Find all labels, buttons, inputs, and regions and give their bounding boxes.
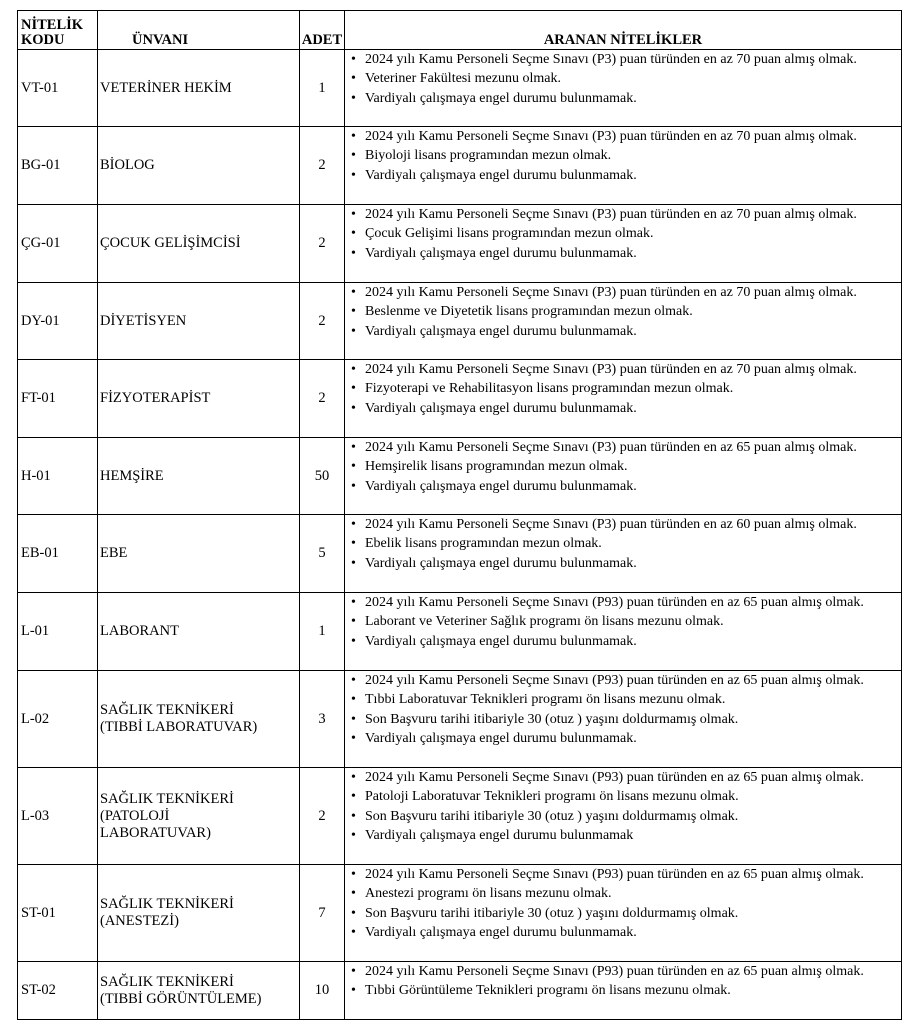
position-title (98, 865, 300, 962)
position-title-line: SAĞLIK TEKNİKERİ (100, 702, 234, 718)
qualifications-table (17, 10, 902, 1020)
position-title-line: SAĞLIK TEKNİKERİ (100, 896, 234, 912)
position-count: 1 (300, 50, 345, 127)
table-row (18, 962, 902, 1020)
table-row (18, 50, 902, 127)
requirement-item: • Tıbbi Laboratuvar Teknikleri programı ön lisans mezunu olmak. (365, 690, 901, 709)
requirement-item: • Hemşirelik lisans programından mezun olmak. (365, 457, 901, 476)
requirement-item: • Biyoloji lisans programından mezun olmak. (365, 146, 901, 165)
qualification-code: BG-01 (18, 127, 98, 205)
qualification-code: FT-01 (18, 360, 98, 438)
requirements-cell (345, 283, 902, 360)
requirements-list (345, 671, 901, 749)
requirement-item: • Vardiyalı çalışmaya engel durumu bulunmamak. (365, 166, 901, 185)
requirements-cell (345, 768, 902, 865)
requirement-item: • 2024 yılı Kamu Personeli Seçme Sınavı (P3) puan türünden en az 65 puan almış olmak. (365, 438, 901, 457)
requirement-item: • Çocuk Gelişimi lisans programından mezun olmak. (365, 224, 901, 243)
position-title (98, 962, 300, 1020)
requirement-item: • 2024 yılı Kamu Personeli Seçme Sınavı (P93) puan türünden en az 65 puan almış olmak. (365, 671, 901, 690)
header-requirements: ARANAN NİTELİKLER (345, 11, 902, 50)
requirements-list (345, 50, 901, 108)
table-row (18, 515, 902, 593)
position-title-line: LABORANT (100, 623, 179, 639)
requirements-list (345, 438, 901, 496)
requirement-item: • 2024 yılı Kamu Personeli Seçme Sınavı (P3) puan türünden en az 70 puan almış olmak. (365, 205, 901, 224)
position-count: 1 (300, 593, 345, 671)
header-code (18, 11, 98, 50)
table-row (18, 205, 902, 283)
position-title-line: EBE (100, 545, 128, 561)
position-title (98, 50, 300, 127)
position-title-line: ÇOCUK GELİŞİMCİSİ (100, 235, 241, 251)
position-title-line: SAĞLIK TEKNİKERİ (100, 790, 234, 807)
requirements-cell (345, 50, 902, 127)
position-title (98, 768, 300, 865)
requirements-list (345, 515, 901, 573)
requirement-item: • Vardiyalı çalışmaya engel durumu bulunmamak. (365, 322, 901, 341)
requirement-item: • Tıbbi Görüntüleme Teknikleri programı ön lisans mezunu olmak. (365, 981, 901, 1000)
requirement-item: • Anestezi programı ön lisans mezunu olmak. (365, 884, 901, 903)
requirements-cell (345, 671, 902, 768)
qualification-code: DY-01 (18, 283, 98, 360)
position-title (98, 127, 300, 205)
requirement-item: • 2024 yılı Kamu Personeli Seçme Sınavı (P93) puan türünden en az 65 puan almış olmak. (365, 962, 901, 981)
requirements-list (345, 360, 901, 418)
requirement-item: • Laborant ve Veteriner Sağlık programı ön lisans mezunu olmak. (365, 612, 901, 631)
requirement-item: • 2024 yılı Kamu Personeli Seçme Sınavı (P93) puan türünden en az 65 puan almış olmak. (365, 768, 901, 787)
position-title-line: VETERİNER HEKİM (100, 79, 232, 96)
requirement-item: • 2024 yılı Kamu Personeli Seçme Sınavı (P3) puan türünden en az 70 puan almış olmak. (365, 127, 901, 146)
position-count: 2 (300, 205, 345, 283)
requirements-list (345, 865, 901, 943)
qualification-code: EB-01 (18, 515, 98, 593)
qualification-code: ST-01 (18, 865, 98, 962)
requirement-item: • Ebelik lisans programından mezun olmak. (365, 534, 901, 553)
requirements-cell (345, 205, 902, 283)
position-title (98, 283, 300, 360)
requirements-cell (345, 515, 902, 593)
position-title-line: (TIBBİ LABORATUVAR) (100, 719, 258, 735)
requirement-item: • Patoloji Laboratuvar Teknikleri programı ön lisans mezunu olmak. (365, 787, 901, 806)
position-title-line: DİYETİSYEN (100, 312, 187, 329)
header-row (18, 11, 902, 50)
requirements-cell (345, 438, 902, 515)
requirement-item: • Beslenme ve Diyetetik lisans programından mezun olmak. (365, 302, 901, 321)
requirements-list (345, 593, 901, 651)
position-count: 50 (300, 438, 345, 515)
requirement-item: • Vardiyalı çalışmaya engel durumu bulunmamak. (365, 632, 901, 651)
requirement-item: • Vardiyalı çalışmaya engel durumu bulunmamak (365, 826, 901, 845)
position-title-line: (PATOLOJİ (100, 807, 170, 824)
position-title-line: LABORATUVAR) (100, 824, 211, 841)
qualification-code: L-01 (18, 593, 98, 671)
requirement-item: • Son Başvuru tarihi itibariyle 30 (otuz ) yaşını doldurmamış olmak. (365, 807, 901, 826)
position-title (98, 438, 300, 515)
header-code-line1: NİTELİK (21, 17, 84, 33)
position-title (98, 671, 300, 768)
requirement-item: • Son Başvuru tarihi itibariyle 30 (otuz ) yaşını doldurmamış olmak. (365, 710, 901, 729)
table-row (18, 127, 902, 205)
position-count: 2 (300, 360, 345, 438)
requirement-item: • Vardiyalı çalışmaya engel durumu bulunmamak. (365, 477, 901, 496)
position-count: 5 (300, 515, 345, 593)
requirement-item: • 2024 yılı Kamu Personeli Seçme Sınavı (P3) puan türünden en az 70 puan almış olmak. (365, 283, 901, 302)
requirements-cell (345, 962, 902, 1020)
position-count: 2 (300, 127, 345, 205)
position-count: 10 (300, 962, 345, 1020)
requirements-cell (345, 360, 902, 438)
requirements-list (345, 283, 901, 341)
position-title-line: SAĞLIK TEKNİKERİ (100, 973, 234, 990)
requirement-item: • Vardiyalı çalışmaya engel durumu bulunmamak. (365, 554, 901, 573)
requirement-item: • Fizyoterapi ve Rehabilitasyon lisans programından mezun olmak. (365, 379, 901, 398)
qualification-code: ÇG-01 (18, 205, 98, 283)
qualification-code: L-03 (18, 768, 98, 865)
position-title-line: BİOLOG (100, 157, 155, 173)
requirement-item: • Vardiyalı çalışmaya engel durumu bulunmamak. (365, 244, 901, 263)
header-count: ADET (300, 11, 345, 50)
table-body (18, 50, 902, 1020)
qualification-code: L-02 (18, 671, 98, 768)
position-title-line: (TIBBİ GÖRÜNTÜLEME) (100, 990, 262, 1007)
requirements-list (345, 768, 901, 846)
requirements-list (345, 205, 901, 263)
requirements-list (345, 127, 901, 185)
position-count: 2 (300, 283, 345, 360)
position-title (98, 205, 300, 283)
requirement-item: • Veteriner Fakültesi mezunu olmak. (365, 69, 901, 88)
position-title (98, 593, 300, 671)
requirements-cell (345, 127, 902, 205)
requirement-item: • 2024 yılı Kamu Personeli Seçme Sınavı (P3) puan türünden en az 70 puan almış olmak. (365, 50, 901, 69)
position-title-line: HEMŞİRE (100, 467, 164, 484)
requirement-item: • Vardiyalı çalışmaya engel durumu bulunmamak. (365, 923, 901, 942)
position-count: 3 (300, 671, 345, 768)
table-row (18, 438, 902, 515)
requirement-item: • 2024 yılı Kamu Personeli Seçme Sınavı (P3) puan türünden en az 70 puan almış olmak. (365, 360, 901, 379)
position-title (98, 360, 300, 438)
requirements-cell (345, 865, 902, 962)
position-count: 2 (300, 768, 345, 865)
position-title (98, 515, 300, 593)
table-row (18, 768, 902, 865)
table-row (18, 671, 902, 768)
requirements-list (345, 962, 901, 1001)
requirement-item: • 2024 yılı Kamu Personeli Seçme Sınavı (P3) puan türünden en az 60 puan almış olmak. (365, 515, 901, 534)
requirement-item: • Vardiyalı çalışmaya engel durumu bulunmamak. (365, 399, 901, 418)
requirements-cell (345, 593, 902, 671)
header-code-line2: KODU (21, 32, 65, 48)
requirement-item: • 2024 yılı Kamu Personeli Seçme Sınavı (P93) puan türünden en az 65 puan almış olmak. (365, 865, 901, 884)
qualification-code: ST-02 (18, 962, 98, 1020)
requirement-item: • Vardiyalı çalışmaya engel durumu bulunmamak. (365, 89, 901, 108)
position-title-line: FİZYOTERAPİST (100, 390, 211, 406)
table-row (18, 865, 902, 962)
requirement-item: • 2024 yılı Kamu Personeli Seçme Sınavı (P93) puan türünden en az 65 puan almış olmak. (365, 593, 901, 612)
table-row (18, 283, 902, 360)
qualification-code: VT-01 (18, 50, 98, 127)
table-row (18, 593, 902, 671)
position-title-line: (ANESTEZİ) (100, 913, 179, 929)
requirement-item: • Son Başvuru tarihi itibariyle 30 (otuz ) yaşını doldurmamış olmak. (365, 904, 901, 923)
qualification-code: H-01 (18, 438, 98, 515)
requirement-item: • Vardiyalı çalışmaya engel durumu bulunmamak. (365, 729, 901, 748)
position-count: 7 (300, 865, 345, 962)
header-title: ÜNVANI (98, 11, 300, 50)
table-row (18, 360, 902, 438)
